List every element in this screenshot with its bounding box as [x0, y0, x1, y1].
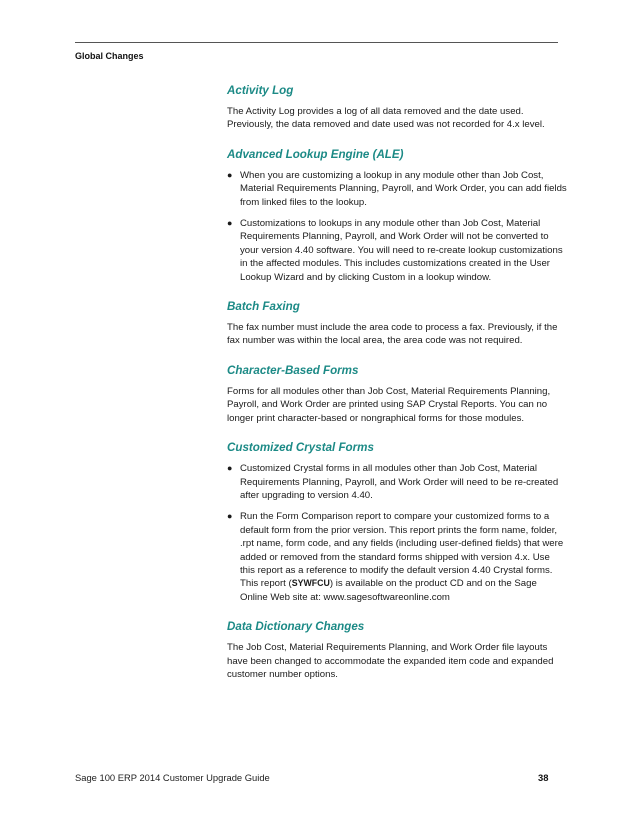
- heading-data-dictionary: Data Dictionary Changes: [227, 620, 365, 634]
- header-rule: [75, 42, 558, 43]
- paragraph-data-dictionary: The Job Cost, Material Requirements Planning, and Work Order file layouts have been changed to accommodate the expanded item code and expanded customer number options.: [227, 642, 554, 680]
- list-item: [227, 510, 567, 604]
- text-after-code: ) is available on the product CD and on the Sage Online Web site at: www.sagesoftwareonline.com: [240, 578, 537, 603]
- bullet-dot-icon: ●: [227, 218, 233, 229]
- heading-batch-faxing: Batch Faxing: [227, 300, 300, 314]
- text-before-code: Run the Form Comparison report to compare your customized forms to a default form from the prior version. This report prints the form name, folder, .rpt name, form code, and any fields (including user-defined fields) that were added or removed from the standard forms shipped with version 4.x. Use this report as a reference to modify the default version 4.40 Crystal forms. This report (: [240, 511, 564, 590]
- list-item-text: When you are customizing a lookup in any module other than Job Cost, Material Requirements Planning, Payroll, and Work Order, you can add fields from linked files to the lookup.: [240, 169, 567, 208]
- list-item: [227, 217, 567, 284]
- bullet-dot-icon: ●: [227, 169, 233, 180]
- bullet-list-ale: [227, 169, 567, 284]
- list-item-text: [240, 510, 567, 604]
- heading-activity-log: Activity Log: [227, 84, 294, 97]
- page-content: [227, 84, 567, 697]
- paragraph-character-forms: Forms for all modules other than Job Cost, Material Requirements Planning, Payroll, and Work Order are printed using SAP Crystal Reports. You can no longer print character-based or nongraphical forms for those modules.: [227, 385, 551, 424]
- heading-crystal-forms: Customized Crystal Forms: [227, 441, 374, 455]
- footer-title: Sage 100 ERP 2014 Customer Upgrade Guide: [75, 772, 270, 783]
- bullet-dot-icon: ●: [227, 463, 233, 474]
- heading-character-forms: Character-Based Forms: [227, 363, 359, 377]
- list-item-text: Customized Crystal forms in all modules other than Job Cost, Material Requirements Planning, Payroll, and Work Order will need to be re-created after upgrading to version 4.40.: [240, 463, 559, 501]
- section-label: Global Changes: [75, 51, 144, 61]
- list-item: [227, 462, 567, 502]
- report-code: SYWFCU: [291, 578, 330, 589]
- page-number: 38: [538, 772, 549, 783]
- heading-ale: Advanced Lookup Engine (ALE): [227, 147, 404, 161]
- list-item-text: Customizations to lookups in any module other than Job Cost, Material Requirements Planning, Payroll, and Work Order will not be converted to your version 4.40 software. You will need to re-create lookup customizations in the affected modules. This includes customizations created in the User Lookup Wizard and by clicking Custom in a lookup window.: [240, 218, 563, 283]
- paragraph-activity-log: The Activity Log provides a log of all data removed and the date used. Previously, the data removed and date used was not recorded for 4.x level.: [227, 106, 545, 131]
- paragraph-batch-faxing: The fax number must include the area code to process a fax. Previously, if the fax number was within the local area, the area code was not required.: [227, 322, 558, 347]
- list-item: [227, 169, 567, 209]
- bullet-list-crystal: [227, 462, 567, 604]
- bullet-dot-icon: ●: [227, 511, 233, 522]
